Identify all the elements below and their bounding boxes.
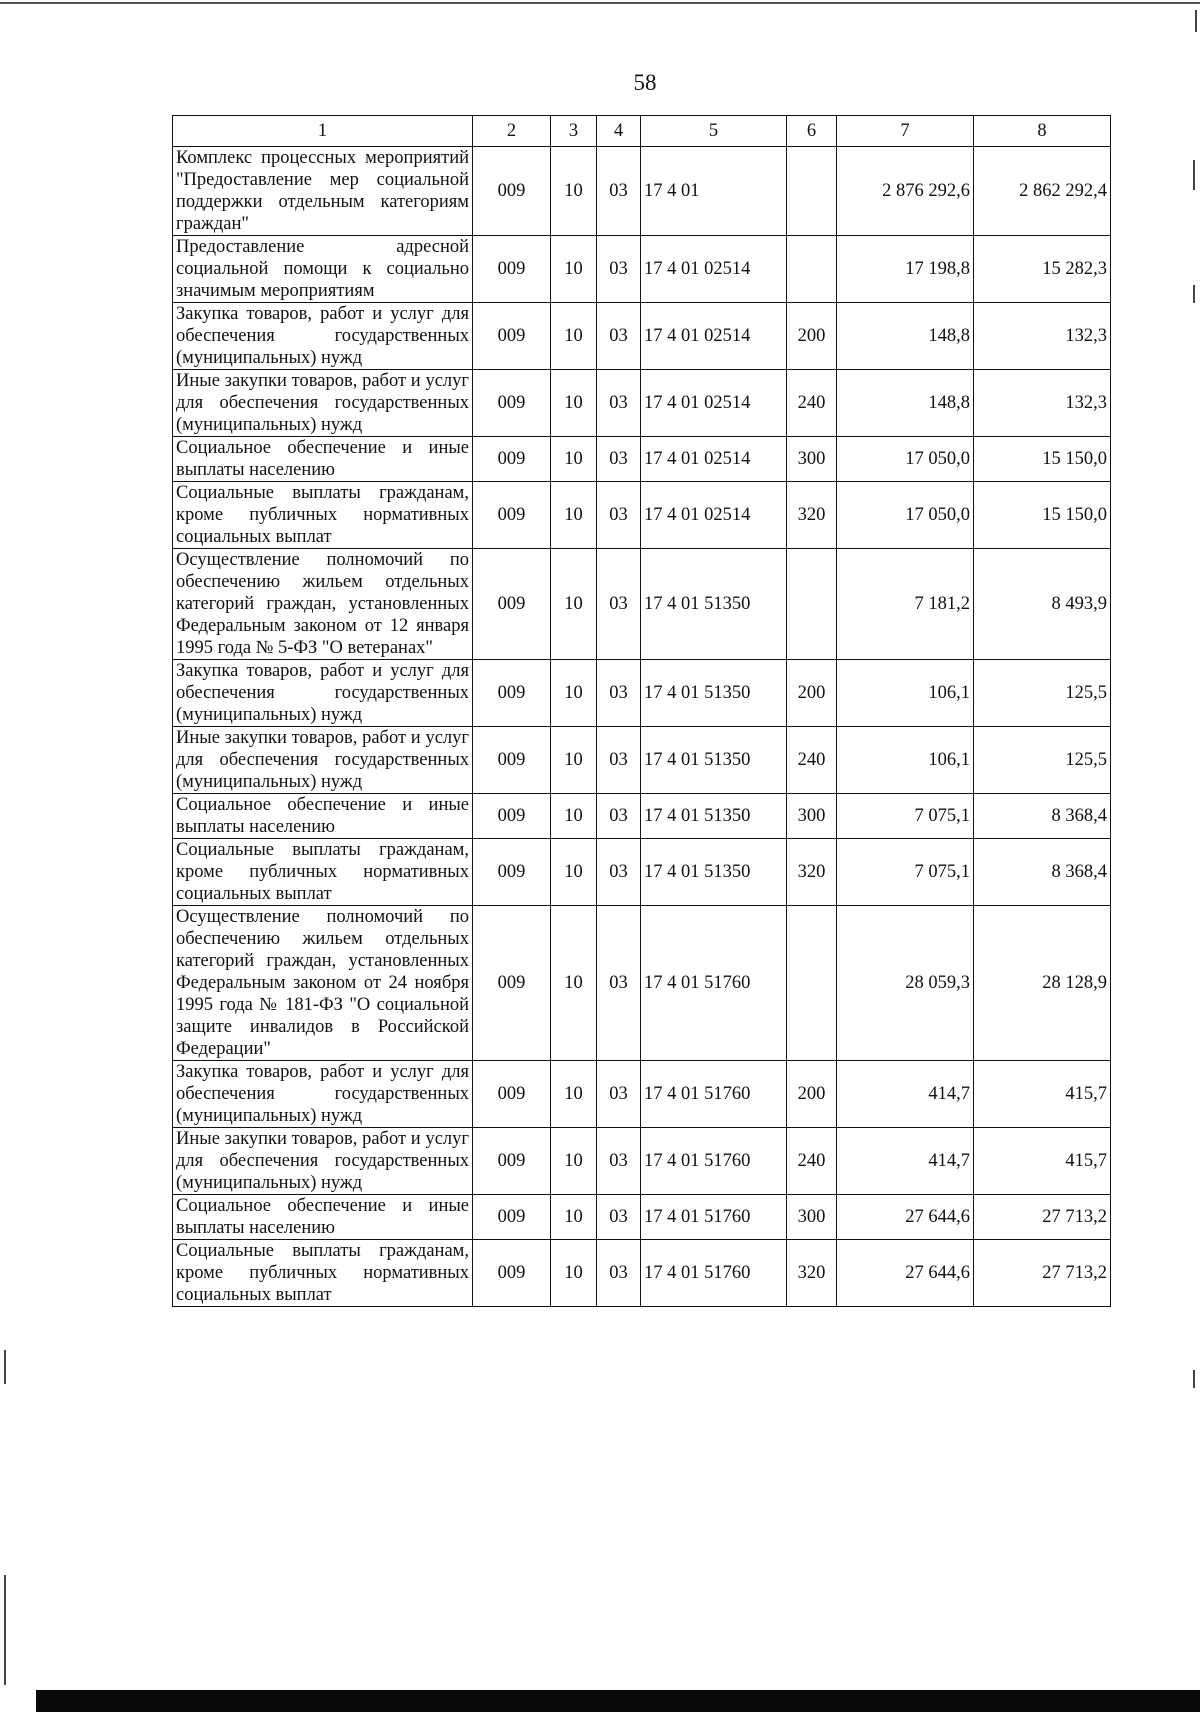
amount-col7-cell: 7 075,1	[837, 794, 974, 839]
section-cell: 10	[551, 660, 597, 727]
subsection-cell: 03	[597, 437, 641, 482]
admin-code-cell: 009	[473, 549, 551, 660]
target-article-cell: 17 4 01 51350	[641, 839, 787, 906]
table-row	[173, 236, 1111, 303]
subsection-cell: 03	[597, 147, 641, 236]
amount-col8-cell: 28 128,9	[974, 906, 1111, 1061]
target-article-cell: 17 4 01 51760	[641, 1195, 787, 1240]
table-row	[173, 147, 1111, 236]
subsection-cell: 03	[597, 1061, 641, 1128]
target-article-cell: 17 4 01 51760	[641, 1128, 787, 1195]
target-article-cell: 17 4 01 02514	[641, 236, 787, 303]
amount-col7-cell: 106,1	[837, 660, 974, 727]
amount-col7-cell: 17 198,8	[837, 236, 974, 303]
amount-col7-cell: 27 644,6	[837, 1240, 974, 1307]
row-name-cell: Иные закупки товаров, работ и услуг для обеспечения государственных (муниципальных) нужд	[173, 727, 473, 794]
section-cell: 10	[551, 839, 597, 906]
admin-code-cell: 009	[473, 794, 551, 839]
section-cell: 10	[551, 794, 597, 839]
section-cell: 10	[551, 147, 597, 236]
expense-type-cell	[787, 549, 837, 660]
row-name-cell: Закупка товаров, работ и услуг для обеспечения государственных (муниципальных) нужд	[173, 303, 473, 370]
table-row	[173, 839, 1111, 906]
scan-bottom-edge	[36, 1690, 1200, 1712]
column-header-1: 1	[173, 116, 473, 147]
amount-col8-cell: 2 862 292,4	[974, 147, 1111, 236]
amount-col8-cell: 125,5	[974, 660, 1111, 727]
admin-code-cell: 009	[473, 727, 551, 794]
expense-type-cell	[787, 906, 837, 1061]
section-cell: 10	[551, 370, 597, 437]
expense-type-cell: 240	[787, 370, 837, 437]
table-row	[173, 1240, 1111, 1307]
subsection-cell: 03	[597, 660, 641, 727]
row-name-cell: Социальное обеспечение и иные выплаты населению	[173, 1195, 473, 1240]
amount-col8-cell: 415,7	[974, 1128, 1111, 1195]
subsection-cell: 03	[597, 370, 641, 437]
admin-code-cell: 009	[473, 437, 551, 482]
row-name-cell: Социальные выплаты гражданам, кроме публичных нормативных социальных выплат	[173, 839, 473, 906]
section-cell: 10	[551, 1128, 597, 1195]
row-name-cell: Закупка товаров, работ и услуг для обеспечения государственных (муниципальных) нужд	[173, 660, 473, 727]
amount-col7-cell: 2 876 292,6	[837, 147, 974, 236]
row-name-cell: Предоставление адресной социальной помощи к социально значимым мероприятиям	[173, 236, 473, 303]
page-number: 58	[633, 70, 657, 95]
section-cell: 10	[551, 482, 597, 549]
subsection-cell: 03	[597, 1128, 641, 1195]
budget-table	[172, 115, 1111, 1307]
table-body	[173, 147, 1111, 1307]
amount-col8-cell: 415,7	[974, 1061, 1111, 1128]
row-name-cell: Комплекс процессных мероприятий "Предоставление мер социальной поддержки отдельным категориям граждан"	[173, 147, 473, 236]
column-header-7: 7	[837, 116, 974, 147]
amount-col7-cell: 414,7	[837, 1128, 974, 1195]
amount-col8-cell: 15 150,0	[974, 482, 1111, 549]
target-article-cell: 17 4 01 51760	[641, 1061, 787, 1128]
expense-type-cell	[787, 147, 837, 236]
target-article-cell: 17 4 01	[641, 147, 787, 236]
section-cell: 10	[551, 906, 597, 1061]
amount-col7-cell: 414,7	[837, 1061, 974, 1128]
section-cell: 10	[551, 1195, 597, 1240]
amount-col7-cell: 148,8	[837, 303, 974, 370]
subsection-cell: 03	[597, 1195, 641, 1240]
table-row	[173, 660, 1111, 727]
amount-col8-cell: 132,3	[974, 370, 1111, 437]
row-name-cell: Осуществление полномочий по обеспечению жильем отдельных категорий граждан, установленных Федеральным законом от 24 ноября 1995 года № 181-ФЗ "О социальной защите инвалидов в Российской Федерации"	[173, 906, 473, 1061]
expense-type-cell: 200	[787, 660, 837, 727]
amount-col8-cell: 132,3	[974, 303, 1111, 370]
amount-col7-cell: 7 181,2	[837, 549, 974, 660]
row-name-cell: Иные закупки товаров, работ и услуг для обеспечения государственных (муниципальных) нужд	[173, 1128, 473, 1195]
expense-type-cell: 300	[787, 437, 837, 482]
target-article-cell: 17 4 01 51760	[641, 906, 787, 1061]
amount-col7-cell: 17 050,0	[837, 437, 974, 482]
row-name-cell: Закупка товаров, работ и услуг для обеспечения государственных (муниципальных) нужд	[173, 1061, 473, 1128]
target-article-cell: 17 4 01 51350	[641, 727, 787, 794]
expense-type-cell: 320	[787, 1240, 837, 1307]
amount-col7-cell: 148,8	[837, 370, 974, 437]
expense-type-cell: 240	[787, 727, 837, 794]
amount-col8-cell: 15 150,0	[974, 437, 1111, 482]
table-row	[173, 437, 1111, 482]
amount-col8-cell: 27 713,2	[974, 1240, 1111, 1307]
target-article-cell: 17 4 01 51350	[641, 794, 787, 839]
amount-col8-cell: 8 493,9	[974, 549, 1111, 660]
admin-code-cell: 009	[473, 147, 551, 236]
table-row	[173, 794, 1111, 839]
subsection-cell: 03	[597, 794, 641, 839]
section-cell: 10	[551, 549, 597, 660]
target-article-cell: 17 4 01 51350	[641, 660, 787, 727]
column-header-3: 3	[551, 116, 597, 147]
expense-type-cell: 300	[787, 1195, 837, 1240]
expense-type-cell: 320	[787, 482, 837, 549]
row-name-cell: Социальное обеспечение и иные выплаты населению	[173, 437, 473, 482]
amount-col7-cell: 28 059,3	[837, 906, 974, 1061]
row-name-cell: Иные закупки товаров, работ и услуг для обеспечения государственных (муниципальных) нужд	[173, 370, 473, 437]
target-article-cell: 17 4 01 02514	[641, 482, 787, 549]
amount-col7-cell: 27 644,6	[837, 1195, 974, 1240]
table-header	[173, 116, 1111, 147]
scan-edge-mark	[1193, 1370, 1195, 1388]
admin-code-cell: 009	[473, 1195, 551, 1240]
subsection-cell: 03	[597, 1240, 641, 1307]
column-header-5: 5	[641, 116, 787, 147]
target-article-cell: 17 4 01 02514	[641, 437, 787, 482]
admin-code-cell: 009	[473, 482, 551, 549]
section-cell: 10	[551, 1061, 597, 1128]
target-article-cell: 17 4 01 02514	[641, 303, 787, 370]
admin-code-cell: 009	[473, 660, 551, 727]
amount-col7-cell: 17 050,0	[837, 482, 974, 549]
table-row	[173, 1195, 1111, 1240]
table-row	[173, 1061, 1111, 1128]
subsection-cell: 03	[597, 727, 641, 794]
scan-edge-mark	[1193, 160, 1195, 190]
table-row	[173, 482, 1111, 549]
section-cell: 10	[551, 1240, 597, 1307]
scan-edge-mark	[1195, 10, 1197, 32]
column-header-8: 8	[974, 116, 1111, 147]
admin-code-cell: 009	[473, 839, 551, 906]
table-row	[173, 370, 1111, 437]
admin-code-cell: 009	[473, 1240, 551, 1307]
section-cell: 10	[551, 727, 597, 794]
subsection-cell: 03	[597, 906, 641, 1061]
table-row	[173, 549, 1111, 660]
scan-edge-mark	[4, 1350, 6, 1384]
admin-code-cell: 009	[473, 303, 551, 370]
target-article-cell: 17 4 01 51760	[641, 1240, 787, 1307]
amount-col7-cell: 106,1	[837, 727, 974, 794]
row-name-cell: Социальные выплаты гражданам, кроме публичных нормативных социальных выплат	[173, 1240, 473, 1307]
row-name-cell: Социальные выплаты гражданам, кроме публичных нормативных социальных выплат	[173, 482, 473, 549]
expense-type-cell: 300	[787, 794, 837, 839]
admin-code-cell: 009	[473, 1128, 551, 1195]
amount-col8-cell: 125,5	[974, 727, 1111, 794]
row-name-cell: Осуществление полномочий по обеспечению жильем отдельных категорий граждан, установленных Федеральным законом от 12 января 1995 года № 5-ФЗ "О ветеранах"	[173, 549, 473, 660]
admin-code-cell: 009	[473, 370, 551, 437]
table-row	[173, 906, 1111, 1061]
target-article-cell: 17 4 01 51350	[641, 549, 787, 660]
admin-code-cell: 009	[473, 1061, 551, 1128]
column-header-4: 4	[597, 116, 641, 147]
row-name-cell: Социальное обеспечение и иные выплаты населению	[173, 794, 473, 839]
admin-code-cell: 009	[473, 906, 551, 1061]
expense-type-cell	[787, 236, 837, 303]
subsection-cell: 03	[597, 303, 641, 370]
subsection-cell: 03	[597, 839, 641, 906]
amount-col8-cell: 15 282,3	[974, 236, 1111, 303]
section-cell: 10	[551, 437, 597, 482]
column-header-6: 6	[787, 116, 837, 147]
expense-type-cell: 320	[787, 839, 837, 906]
subsection-cell: 03	[597, 482, 641, 549]
section-cell: 10	[551, 303, 597, 370]
column-header-2: 2	[473, 116, 551, 147]
subsection-cell: 03	[597, 549, 641, 660]
section-cell: 10	[551, 236, 597, 303]
target-article-cell: 17 4 01 02514	[641, 370, 787, 437]
scan-top-edge	[0, 2, 1200, 4]
header-row	[173, 116, 1111, 147]
expense-type-cell: 200	[787, 303, 837, 370]
table-row	[173, 727, 1111, 794]
amount-col8-cell: 8 368,4	[974, 839, 1111, 906]
amount-col7-cell: 7 075,1	[837, 839, 974, 906]
scan-edge-mark	[1193, 285, 1195, 303]
table-row	[173, 303, 1111, 370]
subsection-cell: 03	[597, 236, 641, 303]
amount-col8-cell: 8 368,4	[974, 794, 1111, 839]
expense-type-cell: 240	[787, 1128, 837, 1195]
admin-code-cell: 009	[473, 236, 551, 303]
scan-edge-mark	[4, 1575, 6, 1685]
table-row	[173, 1128, 1111, 1195]
amount-col8-cell: 27 713,2	[974, 1195, 1111, 1240]
expense-type-cell: 200	[787, 1061, 837, 1128]
